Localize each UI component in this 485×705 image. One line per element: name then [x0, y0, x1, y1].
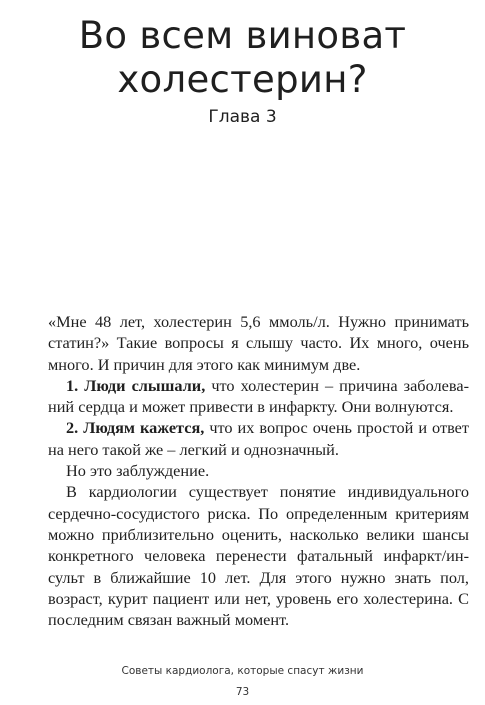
- body-text: [48, 311, 469, 630]
- chapter-title-line-2: холестерин?: [117, 58, 368, 101]
- reason-1-lead: 1. Люди слышали,: [66, 375, 206, 395]
- reason-2-lead: 2. Людям кажется,: [66, 418, 205, 438]
- paragraph-reason-2: [48, 417, 469, 460]
- paragraph-cardiology-risk: В кардиологии существует понятие индивидуального сердечно-сосудистого риска. По определенным критериям можно приблизительно оценить, насколько велики шансы конкретного человека перенести фатальный инфаркт/инсульт в ближайшие 10 лет. Для этого нужно знать пол, возраст, курит пациент или нет, уровень его холестерина. С последним связан важный момент.: [48, 482, 469, 630]
- chapter-label: Глава 3: [208, 107, 277, 127]
- page-number: 73: [235, 686, 250, 698]
- running-footer-book-title: Советы кардиолога, которые спасут жизни: [121, 665, 364, 677]
- chapter-title: [0, 14, 485, 102]
- reason-2-text: что их вопрос очень простой и ответ на него такой же – легкий и однозначный.: [48, 418, 469, 459]
- reason-1-text: что холестерин – причина заболеваний сердца и может привести в инфаркту. Они волнуются.: [48, 375, 469, 417]
- paragraph-reason-1: [48, 375, 469, 418]
- chapter-title-line-1: Во всем виноват: [78, 14, 407, 57]
- paragraph-misconception: Но это заблуждение.: [66, 461, 210, 481]
- paragraph-intro: «Мне 48 лет, холестерин 5,6 ммоль/л. Нужно принимать статин?» Такие вопросы я слышу часто. Их много, очень много. И причин для этого как минимум две.: [48, 312, 469, 374]
